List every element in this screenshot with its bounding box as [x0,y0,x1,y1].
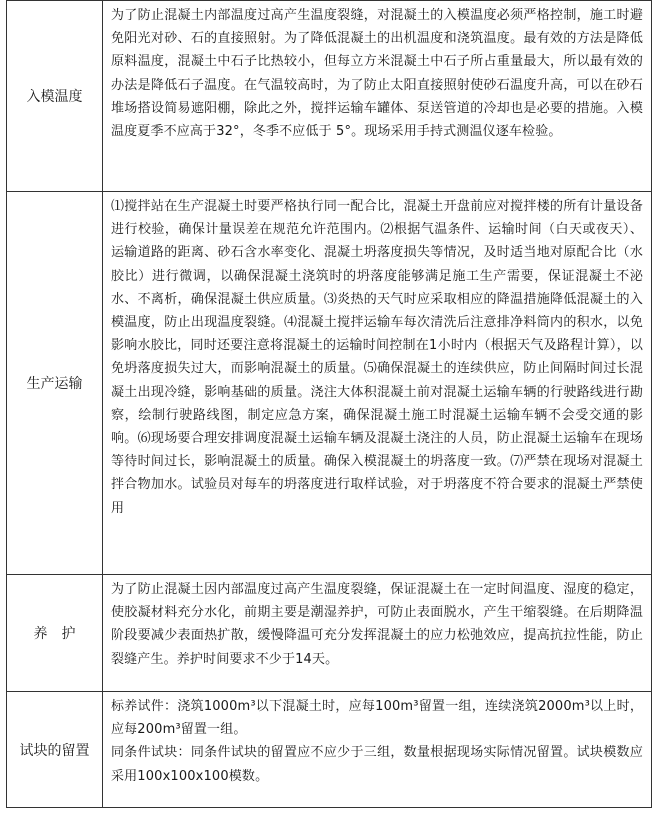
table-row [7,192,652,575]
row-text-curing: 为了防止混凝土因内部温度过高产生温度裂缝，保证混凝土在一定时间温度、湿度的稳定，使胶凝材料充分水化，前期主要是潮湿养护，可防止表面脱水，产生干缩裂缝。在后期降温阶段要减少表面热扩散，缓慢降温可充分发挥混凝土的应力松弛效应，提高抗拉性能，防止裂缝产生。养护时间要求不少于14天。 [103,575,652,692]
row-label-production-transport: 生产运输 [7,192,103,575]
table-row [7,1,652,192]
table-row [7,692,652,808]
row-text-test-block [103,692,652,808]
row-text-pouring-temperature: 为了防止混凝土内部温度过高产生温度裂缝，对混凝土的入模温度必须严格控制，施工时避免阳光对砂、石的直接照射。为了降低混凝土的出机温度和浇筑温度。最有效的方法是降低原料温度，混凝土中石子比热较小，但每立方米混凝土中石子所占重量最大，所以最有效的办法是降低石子温度。在气温较高时，为了防止太阳直接照射使砂石温度升高，可以在砂石堆场搭设简易遮阳棚，除此之外，搅拌运输车罐体、泵送管道的冷却也是必要的措施。入模温度夏季不应高于32°，冬季不应低于 5°。现场采用手持式测温仪逐车检验。 [103,1,652,192]
standard-curing-specimen-text: 标养试件：浇筑1000m³以下混凝土时，应每100m³留置一组，连续浇筑2000m³以上时，应每200m³留置一组。 [111,699,643,738]
table-row [7,575,652,692]
construction-spec-table [6,0,652,808]
row-label-pouring-temperature: 入模温度 [7,1,103,192]
row-text-production-transport: ⑴搅拌站在生产混凝土时要严格执行同一配合比，混凝土开盘前应对搅拌楼的所有计量设备进行校验，确保计量误差在规范允许范围内。⑵根据气温条件、运输时间（白天或夜天）、运输道路的距离、砂石含水率变化、混凝土坍落度损失等情况，及时适当地对原配合比（水胶比）进行微调，以确保混凝土浇筑时的坍落度能够满足施工生产需要，保证混凝土不泌水、不离析，确保混凝土供应质量。⑶炎热的天气时应采取相应的降温措施降低混凝土的入模温度，防止出现温度裂缝。⑷混凝土搅拌运输车每次清洗后注意排净料筒内的积水，以免影响水胶比，同时还要注意将混凝土的运输时间控制在1小时内（根据天气及路程计算），以免坍落度损失过大，而影响混凝土的质量。⑸确保混凝土的连续供应，防止间隔时间过长混凝土出现冷缝，影响基础的质量。浇注大体积混凝土前对混凝土运输车辆的行驶路线进行勘察，绘制行驶路线图，制定应急方案，确保混凝土施工时混凝土运输车辆不会受交通的影响。⑹现场要合理安排调度混凝土运输车辆及混凝土浇注的人员，防止混凝土运输车在现场等待时间过长，影响混凝土的质量。确保入模混凝土的坍落度一致。⑺严禁在现场对混凝土拌合物加水。试验员对每车的坍落度进行取样试验，对于坍落度不符合要求的混凝土严禁使用 [103,192,652,575]
row-label-test-block: 试块的留置 [7,692,103,808]
same-condition-specimen-text: 同条件试块：同条件试块的留置应不应少于三组，数量根据现场实际情况留置。试块模数应采用100x100x100模数。 [111,745,643,784]
row-label-curing: 养 护 [7,575,103,692]
